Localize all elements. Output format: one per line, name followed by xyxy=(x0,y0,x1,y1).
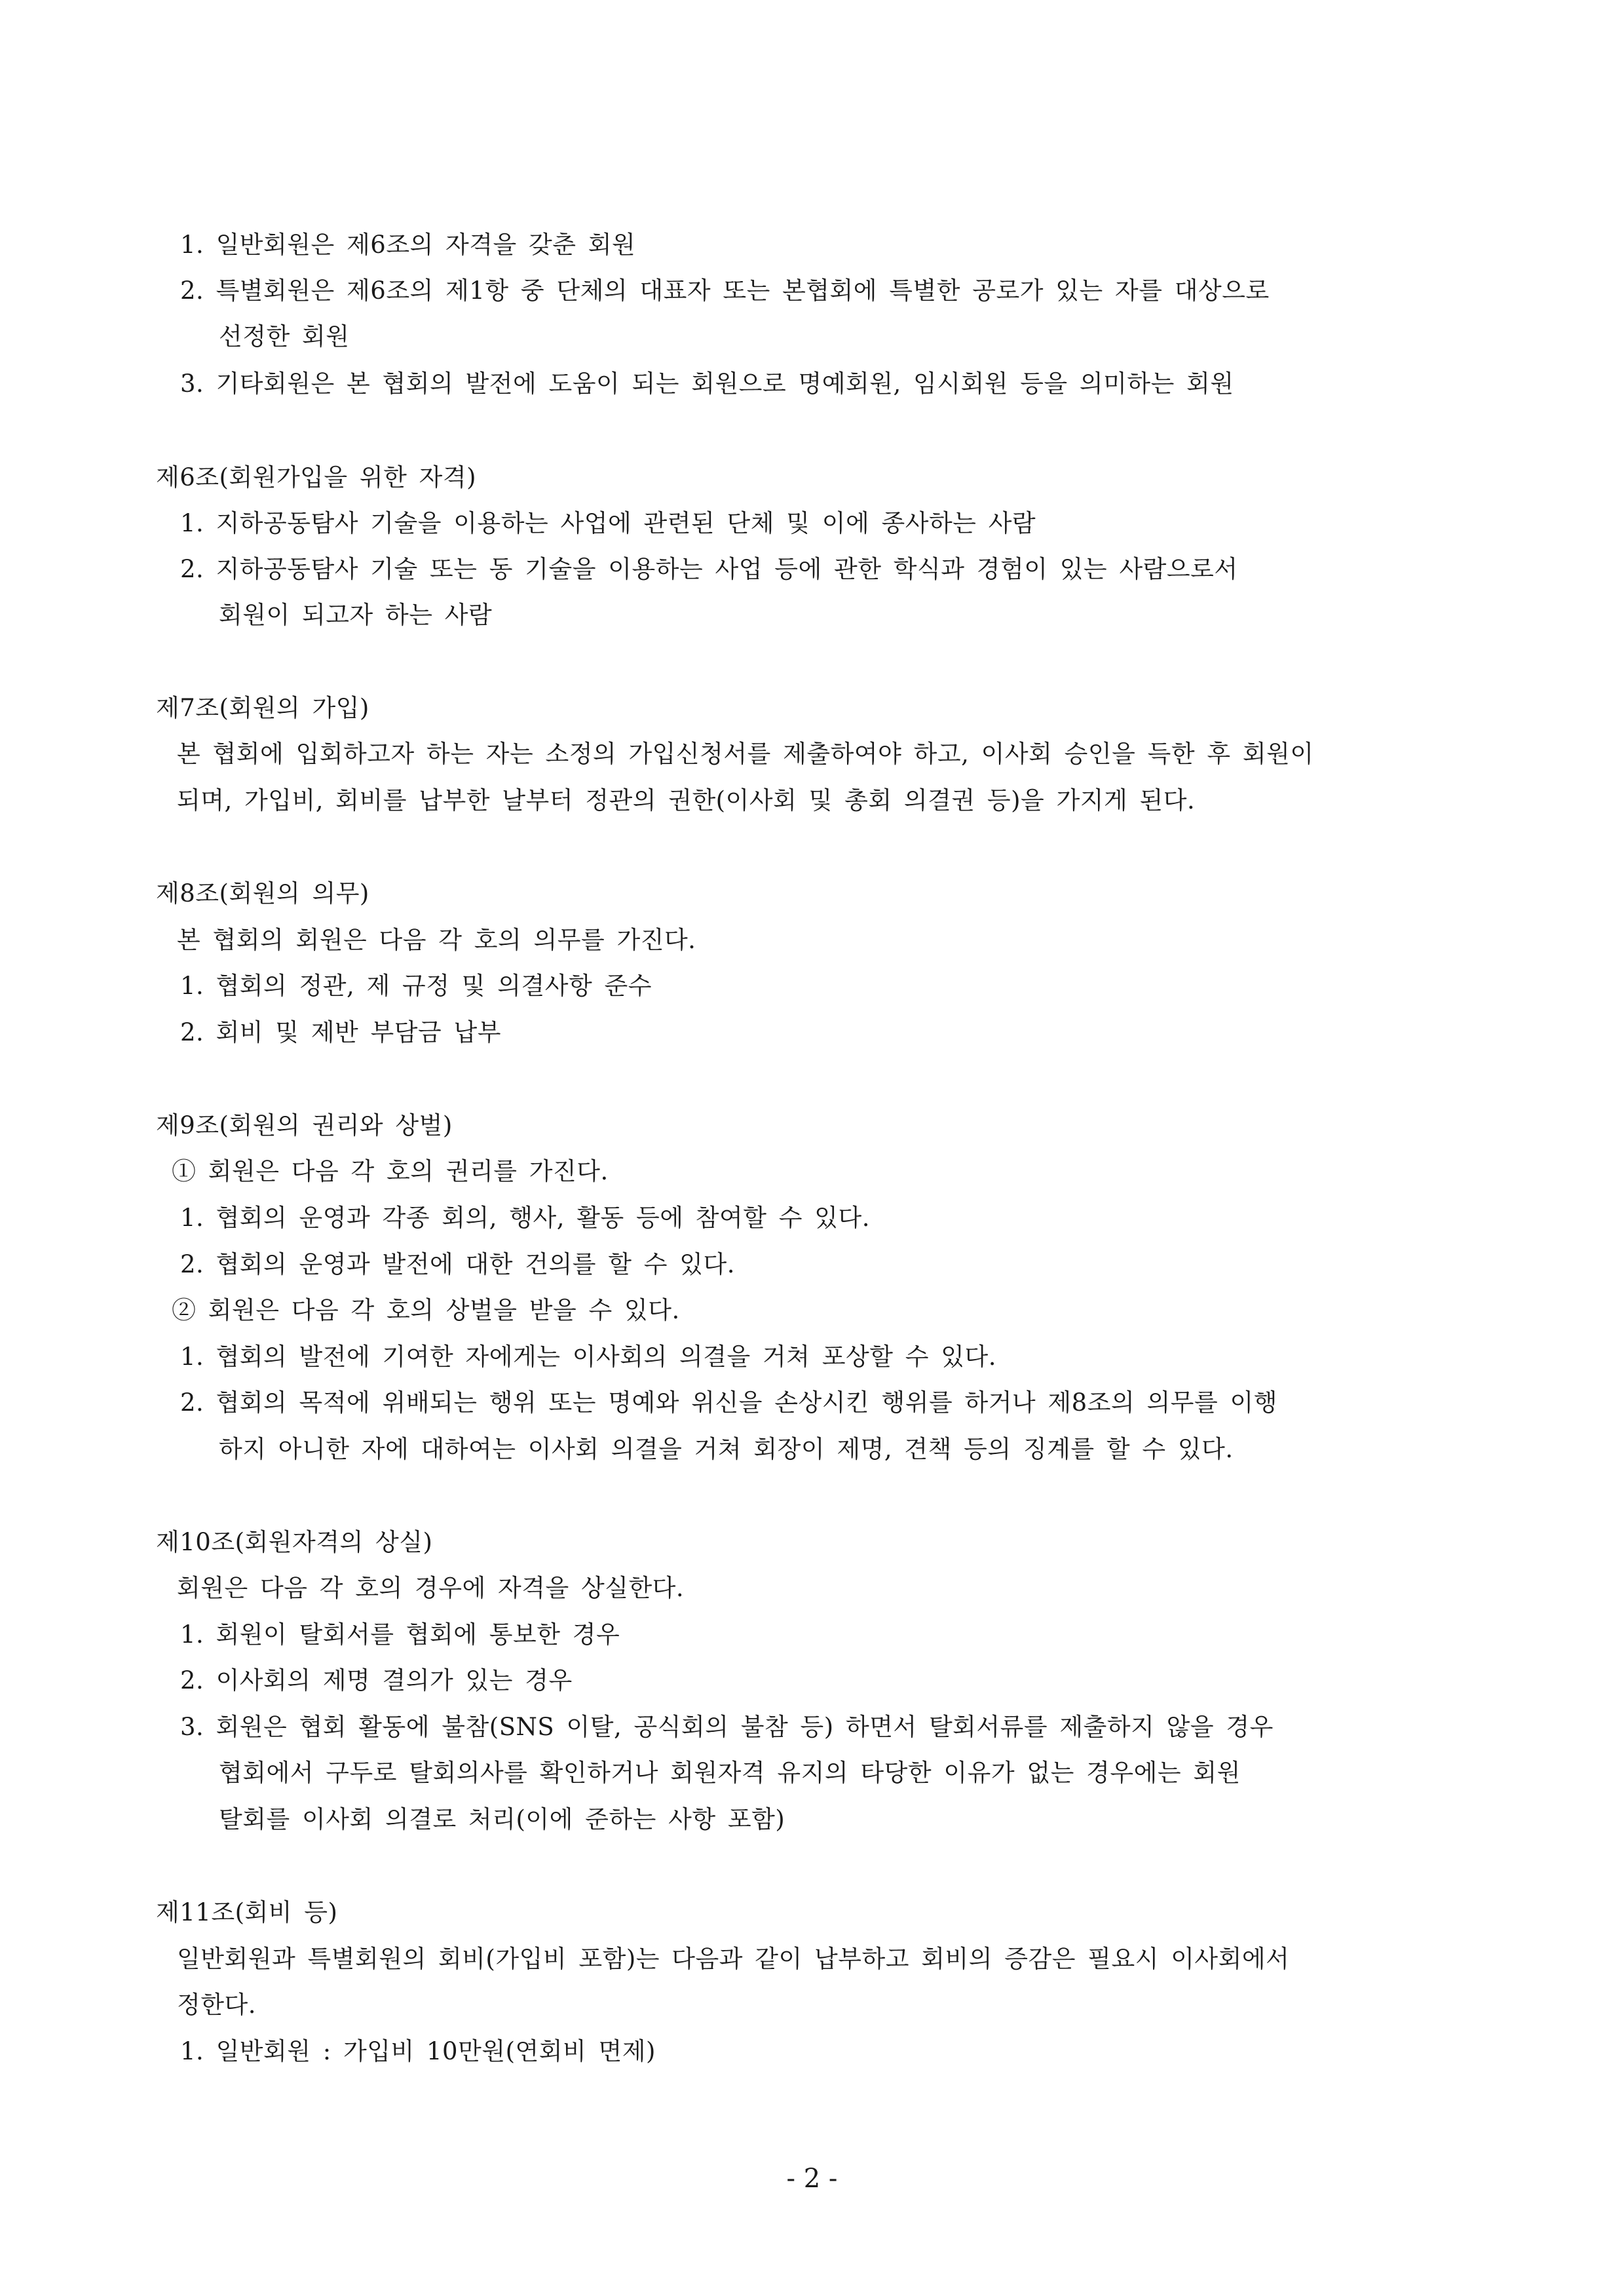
page-number: - 2 - xyxy=(786,2164,838,2194)
article-heading: 제8조(회원의 의무) xyxy=(156,879,369,908)
article-heading: 제9조(회원의 권리와 상벌) xyxy=(156,1111,453,1139)
list-item-continuation: 선정한 회원 xyxy=(219,322,350,351)
paragraph-line: 되며, 가입비, 회비를 납부한 날부터 정관의 권한(이사회 및 총회 의결권 등)을 가지게 된다. xyxy=(177,786,1196,814)
article-heading: 제6조(회원가입을 위한 자격) xyxy=(156,463,477,491)
list-item: 2. 협회의 목적에 위배되는 행위 또는 명예와 위신을 손상시킨 행위를 하거나 제8조의 의무를 이행 xyxy=(180,1388,1277,1417)
paragraph-line: 회원은 다음 각 호의 경우에 자격을 상실한다. xyxy=(177,1574,685,1602)
list-item: 1. 협회의 정관, 제 규정 및 의결사항 준수 xyxy=(180,972,652,1000)
paragraph-line: 일반회원과 특별회원의 회비(가입비 포함)는 다음과 같이 납부하고 회비의 증감은 필요시 이사회에서 xyxy=(177,1945,1290,1973)
paragraph-line: 본 협회의 회원은 다음 각 호의 의무를 가진다. xyxy=(177,926,696,954)
list-item: 3. 회원은 협회 활동에 불참(SNS 이탈, 공식회의 불참 등) 하면서 탈회서류를 제출하지 않을 경우 xyxy=(180,1713,1274,1741)
list-item: 2. 이사회의 제명 결의가 있는 경우 xyxy=(180,1666,573,1694)
list-item: 1. 일반회원 : 가입비 10만원(연회비 면제) xyxy=(180,2037,656,2065)
list-item: 1. 일반회원은 제6조의 자격을 갖춘 회원 xyxy=(180,231,636,259)
list-item-continuation: 하지 아니한 자에 대하여는 이사회 의결을 거쳐 회장이 제명, 견책 등의 징계를 할 수 있다. xyxy=(219,1435,1234,1463)
list-item: 2. 협회의 운영과 발전에 대한 건의를 할 수 있다. xyxy=(180,1250,736,1278)
list-item: 1. 회원이 탈회서를 협회에 통보한 경우 xyxy=(180,1620,620,1649)
article-heading: 제10조(회원자격의 상실) xyxy=(156,1528,433,1556)
numbered-clause: ① 회원은 다음 각 호의 권리를 가진다. xyxy=(172,1157,609,1185)
numbered-clause: ② 회원은 다음 각 호의 상벌을 받을 수 있다. xyxy=(172,1296,680,1324)
list-item: 1. 지하공동탐사 기술을 이용하는 사업에 관련된 단체 및 이에 종사하는 사람 xyxy=(180,509,1036,537)
paragraph-line: 정한다. xyxy=(177,1991,256,2019)
list-item-continuation: 탈회를 이사회 의결로 처리(이에 준하는 사항 포함) xyxy=(219,1805,785,1833)
article-heading: 제11조(회비 등) xyxy=(156,1898,338,1926)
list-item: 2. 회비 및 제반 부담금 납부 xyxy=(180,1018,502,1046)
list-item: 2. 지하공동탐사 기술 또는 동 기술을 이용하는 사업 등에 관한 학식과 경험이 있는 사람으로서 xyxy=(180,555,1238,583)
list-item-continuation: 협회에서 구두로 탈회의사를 확인하거나 회원자격 유지의 타당한 이유가 없는 경우에는 회원 xyxy=(219,1759,1241,1787)
paragraph-line: 본 협회에 입회하고자 하는 자는 소정의 가입신청서를 제출하여야 하고, 이사회 승인을 득한 후 회원이 xyxy=(177,740,1314,768)
list-item: 2. 특별회원은 제6조의 제1항 중 단체의 대표자 또는 본협회에 특별한 공로가 있는 자를 대상으로 xyxy=(180,277,1270,305)
list-item: 3. 기타회원은 본 협회의 발전에 도움이 되는 회원으로 명예회원, 임시회원 등을 의미하는 회원 xyxy=(180,370,1234,398)
article-heading: 제7조(회원의 가입) xyxy=(156,694,369,722)
list-item: 1. 협회의 발전에 기여한 자에게는 이사회의 의결을 거쳐 포상할 수 있다. xyxy=(180,1343,996,1371)
list-item-continuation: 회원이 되고자 하는 사람 xyxy=(219,601,493,629)
list-item: 1. 협회의 운영과 각종 회의, 행사, 활동 등에 참여할 수 있다. xyxy=(180,1204,871,1232)
